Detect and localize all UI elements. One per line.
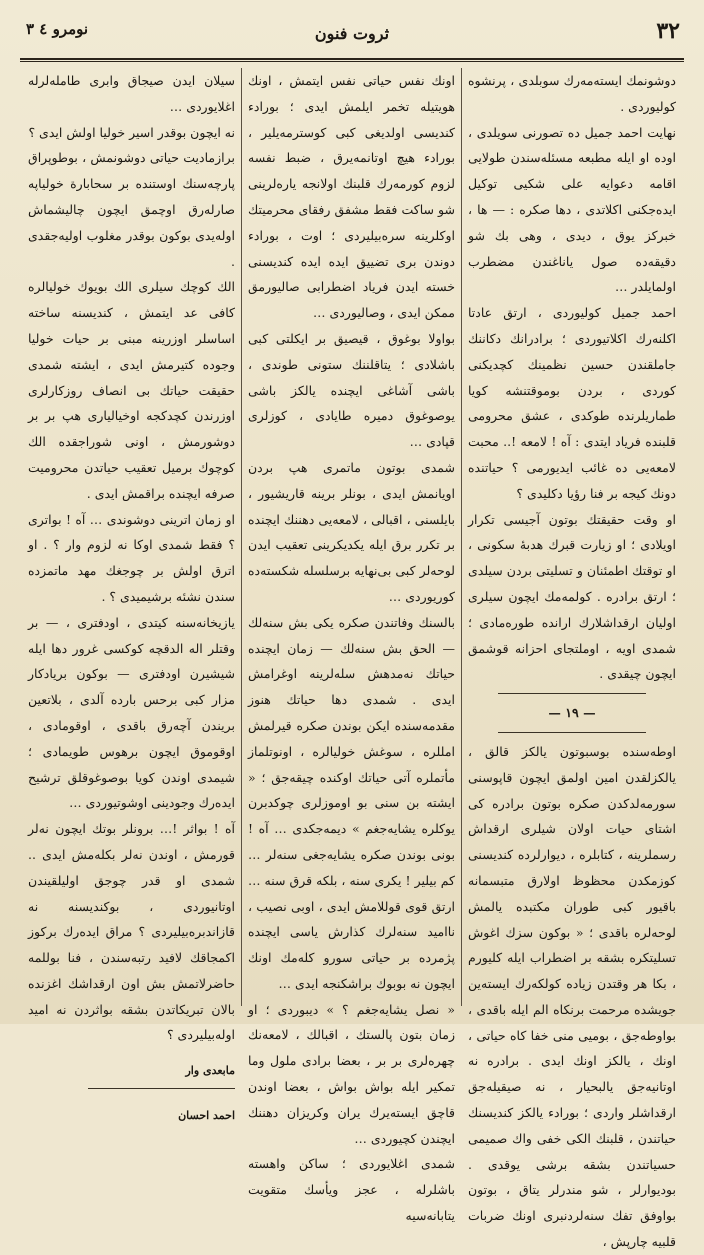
section-divider [498, 732, 646, 733]
paragraph: سيلان ايدن صيجاق وابرى طامله‌لرله اغلايوردى … [28, 73, 235, 114]
paragraph: شمدى بوتون ماتمرى هپ بردن اويانمش ايدى ، بونلر برينه قاريشيور ، بايلسنى ، اقبالى ، لامعه‌يى دهننك ايچنده بر تكرر برق ايله يكديكرينى تعقيب ايدن لوحه‌لر كبى بى‌نهايه برسلسله شكسته‌ده كوريوردى … [248, 459, 455, 604]
paragraph: بواولا بوغوق ، قيصيق بر ايكلتى كبى باشلادى ؛ يتاقلننك ستونى طوندى ، باشى آشاغى ايچنده يالكز باشى يوصوغوق دميره طايادى ، كوزلرى قپادى … [248, 330, 455, 450]
header-divider [20, 58, 684, 60]
paragraph: او زمان اترينى دوشوندى … آه ! بواترى ؟ فقط شمدى اوكا نه لزوم وار ؟ . او اترق اولش بر چوجغك مهد ماتمزده سندن نشئه برشيميدى ؟ . [28, 511, 235, 604]
paragraph: شمدى اغلايوردى ؛ ساكن واهسته باشلرله ، عجز ويأسك متقويت يتابانه‌سيه [248, 1156, 455, 1224]
paragraph: احمد جميل كوليوردى ، ارتق عادتا اكلنه‌رك اكلاتيوردى ؛ برادرانك دكاننك جاملقندن حسين نظمينك كچديكنى كوردى ، بردن بوموقتنشه كويا طماريلرنده طوكدى ، عشق محرومى قلبنده فرياد ايتدى : آه ! لامعه !.. محبت لامعه‌يى ده غائب ايديورمى ؟ حياتنده دونك كيجه بر فنا رؤيا دكليدى ؟ [468, 305, 676, 501]
header-divider-thin [20, 61, 684, 62]
column-middle [242, 68, 462, 1224]
section-number: — ١٩ — [548, 705, 596, 721]
column-left [22, 68, 242, 1123]
paragraph: نه ايچون بوقدر اسير خوليا اولش ايدى ؟ [28, 124, 235, 140]
page-header [20, 16, 684, 56]
text-columns [22, 68, 682, 1250]
paragraph: بالسنك وفاتندن صكره يكى بش سنه‌لك — الحق بش سنه‌لك — زمان ايچنده حياتك نەمدهش سلەلرينه اوغرامش ايدى . شمدى دها حياتك هنوز مقدمه‌سنده ايكن بوندن صكره قيرلمش امللره ، سوغش خوليالره ، اونوتلماز مأتملره آتى حياتك اوكنده چيقه‌جق ؛ « ايشته بن سنى بو اوموزلرى چوكدبرن يوكلره يشايه‌جغم » ديمه‌جكدى … آه ! بونى بوندن صكره يشايه‌جغى سنه‌لر … كم بيلير ! يكرى سنه ، بلكه قرق سنه … ارتق قوى قوللامش ايدى ، اوبى نصيب ، ناامید سنه‌لرك كذارش ياسى ايچنده پژمرده بر حياتى سورو كله‌مك اونك ايچون نه بوبوك براشكنجه ايدى … [248, 614, 455, 991]
column-right [462, 68, 682, 1250]
paragraph: اونك نفس حياتى نفس ايتمش ، اونك هويتيله تخمر ايلمش ايدى ؛ بورادء كنديسى اولديغى كبى كوسترمه‌يلير ، بورادء هيچ اوتانمه‌يرق ، ضبط نفسه لزوم كورمه‌رك قلبنك اولانجه يارەلرينى شو ساكت فقط مشفق رفقاى محرميتك اوكلرينه سره‌بيليردى ؛ اوت ، بورادء دوندن برى تضييق ايده ايده كنديسنى خسته ايدن فرياد اضطرابى صاليورمق ممكن ايدى ، وصاليوردى … [248, 73, 455, 321]
paragraph: دوشونمك ايسته‌مه‌رك سوبلدى ، پرنشوه كوليوردى . [468, 73, 676, 114]
paragraph: او وقت حقيقتك بوتون آجيسى تكرار اويلادى ؛ او زيارت قبرك هدبهٔ سكونى ، او توقتك اطمئنان و تسليتى بردن سيلدى ؛ ارتق برادره . كولمه‌مك ايچون سيلرى اوليان ارقداشلارك ارانده طوره‌مادى ؛ شمدى اويه ، اوملتجاى احزانه قوشمق ايچون چيقدى . [468, 511, 676, 682]
paragraph: اوطه‌سنده بوسبوتون يالكز قالق ، يالكزلقدن امين اولمق ايچون قاپوسنى سورمه‌لدكدن صكره بوتون برادره كى اشتاى حيات اولان شيلرى ارقداش رسملرينه ، كتابلره ، ديوارلرده كنديسنى كوزمكدن محظوظ اولارق متبسمانه باقيور كبى طوران مكتبده يالمش لوحه‌لره باقدى ؛ « بوكون سزك اغوش تسليتكره بشقه بر اضطراب ايله كليورم ، بكا هر وقتدن زياده كولكه‌رك ايسته‌ين جويشده مرحمت برنكاه الم ايله باقدى ، بواوطه‌جق ، بوميى منى خفا كاه حياتى ، اونك ، يالكز اونك ايدى . برادره نه اوتانيه‌جق يالبحيار ، نه صيقيله‌جق ارقداشلر واردى ؛ بورادء يالكز كنديسنك حياتندن ، قلبنك الكى خفى واك صميمى حسياتندن بشقه برشى يوقدى . بوديوارلر ، شو مندرلر يتاق ، بوتون بواوفق تفك سنه‌لردنبرى اونك ضربات قلبيه چارپش ، [468, 743, 676, 1250]
paragraph: نهايت احمد جميل ده تصورنى سويلدى ، اوده او ايله مطبعه مسئله‌سندن طولايى اقامه دعوايه على شكيى توكيل ايده‌جكنى اكلاتدى ، دها صكره : — ها ، خبركز يوق ، ديدى ، وهى بك شو دقيقه‌ده صول ياناغندن مضطرب اولمايلدر … [468, 124, 676, 295]
issue-number: نومرو ٤ ٣ [26, 20, 89, 38]
paragraph: الك كوچك سيلرى الك بويوك خوليالره كافى عد ايتمش ، كنديسنه ساخته اساسلر اوزرينه مبنى بر حيات خوليا وجوده كتيرمش ايدى ، ايشته شمدى حقيقت حياتك بى انصاف روزكارلرى اوزرندن كچدكجه اوخياليارى هپ بر بر دوشورمش ، اونى شوراجقده الك كوچوك برميل تعقيب حياتدن محروميت صرفه ايچنده براقمش ايدى . [28, 279, 235, 501]
paragraph: « نصل يشايه‌جغم ؟ » ديبوردى ؛ او زمان بتون پالستك ، اقبالك ، لامعه‌نك چهره‌لرى بر بر ، بعضا برادى ملول وما تمكير ايله بواش بواش ، بعضا اوندن قاچق ايسته‌يرك يران وكريزان دهننك ايچندن كچيوردى … [248, 1001, 455, 1146]
continued-note: مابعدى وار [185, 1064, 235, 1078]
page-number: ٣٢ [656, 18, 680, 44]
author-divider [88, 1088, 235, 1089]
section-divider [498, 693, 646, 694]
paragraph: برازماديت حياتى دوشونمش ، بوطوپراق پارچه‌سنك اوستنده بر سحابارة خولياپه صارلەرق اوچمق ايچون چاليشماش اوله‌يدى بوكون بوقدر مغلوب اوليه‌جقدى . [28, 150, 235, 269]
paragraph: يازيخانه‌سنه كيتدى ، اودفترى ، — بر وقتلر اله الدقچه كوكسى غرور دها ايله شيشيرن اودفترى — بوكون بريادكار مزار كبى برحس بارده آلدى ، بلاتعين بريندن آچه‌رق باقدى ، اوقومادى ، اوقوموق ايچون برهوس طويمادى ؛ شيمدى اوندن كويا بوصوغوقلق ترشيح ايده‌رك وجودينى اوشوتيوردى … [28, 614, 235, 811]
journal-title: ثروت فنون [314, 24, 390, 43]
paragraph: آه ! بواثر !… برونلر بوتك ايچون نەلر قورمش ، اوندن نەلر بكله‌مش ايدى .. شمدى او قدر چوجق اوليلقيندن اوتانيوردى ، بوكنديسنه نه قازاندبره‌بيليردى ؟ مراق ايده‌رك بركوز اكمجاقك لافيد رتبه‌سندن ، فنا بوللمه حاضرلاتمش بش اون ارقداشك اغزنده بالان تبريكاتدن بشقه بواثردن نه اميد اوله‌بيليردى ؟ [28, 821, 235, 1043]
author-name: احمد احسان [178, 1109, 235, 1123]
